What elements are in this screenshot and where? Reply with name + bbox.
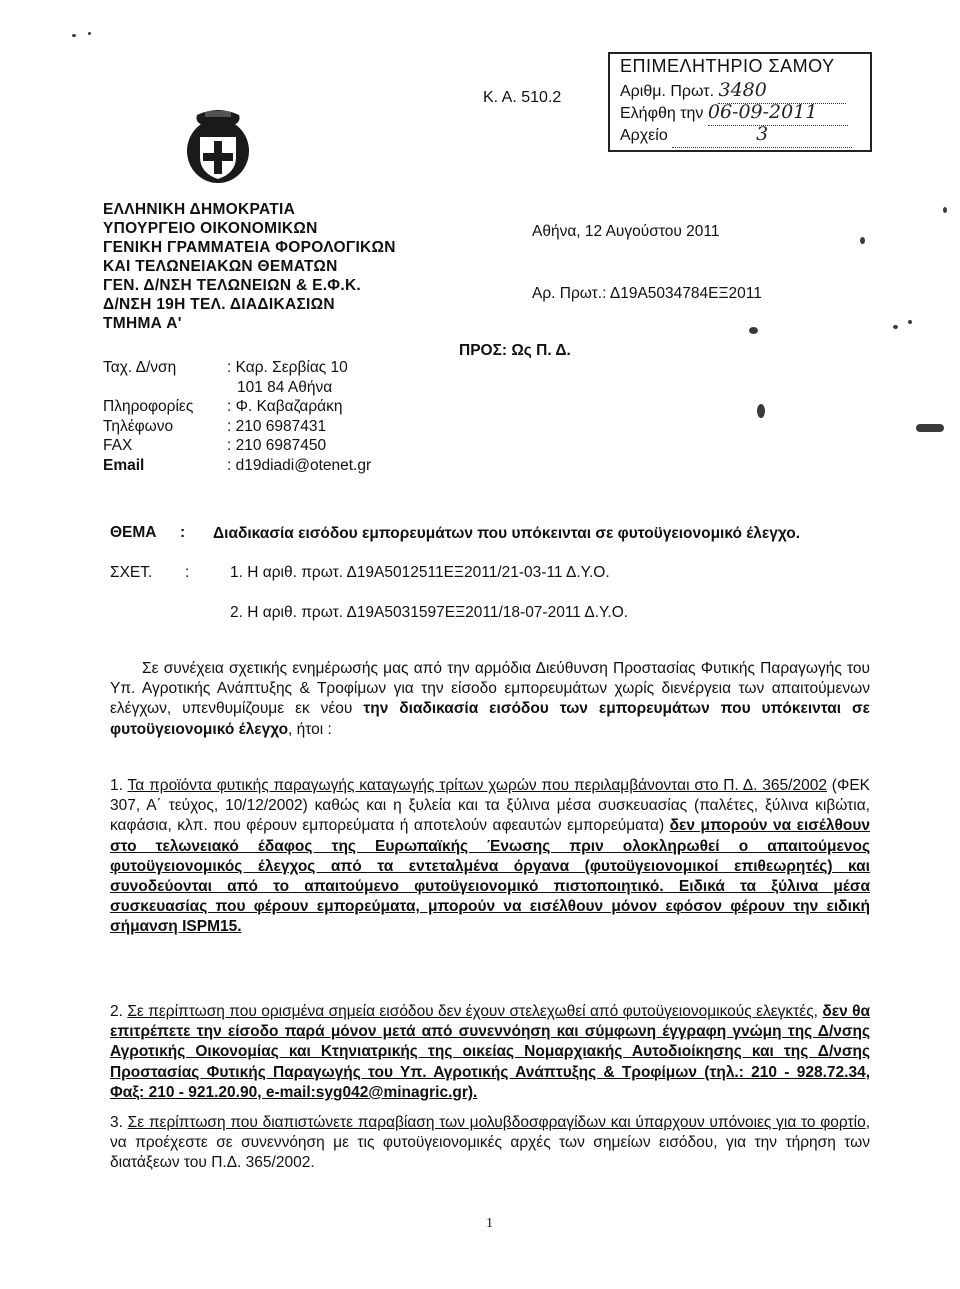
stamp-received-value: 06-09-2011 [707,101,818,123]
protocol-number: Αρ. Πρωτ.: Δ19Α5034784ΕΞ2011 [532,285,762,302]
classification-code: Κ. Α. 510.2 [483,89,562,106]
subject-label: ΘΕΜΑ [110,524,157,541]
sender-block [103,200,396,333]
stamp-protocol-value: 3480 [718,79,767,101]
contact-row: Ταχ. Δ/νση : Καρ. Σερβίας 10 [103,359,348,376]
stamp-received-label: Ελήφθη την [620,105,704,122]
coat-of-arms-icon [183,107,253,185]
stamp-protocol-line [620,79,862,101]
instruction-item-2: 2. Σε περίπτωση που ορισμένα σημεία εισόδου δεν έχουν στελεχωθεί από φυτοϋγειονομικούς ελεγκτές, δεν θα επιτρέπετε την είσοδο παρά μόνον μετά από συνεννόηση και σύμφωνη έγγραφη γνώμη της Δ/νσης Αγροτικής Οικονομίας και Κτηνιατρικής της οικείας Νομαρχιακής Αυτοδιοίκησης και της Δ/νσης Προστασίας Φυτικής Παραγωγής του Υπ. Αγροτικής Ανάπτυξης & Τροφίμων (τηλ.: 210 - 928.72.34, Φαξ: 210 - 921.20.90, e-mail:syg042@minagric.gr). [110,1003,870,1101]
contact-row: FAX : 210 6987450 [103,437,327,454]
contact-row: 101 84 Αθήνα [237,378,333,396]
page-number: 1 [486,1216,493,1231]
references-colon: : [185,564,190,581]
place-date: Αθήνα, 12 Αυγούστου 2011 [532,223,720,240]
sender-line: ΤΜΗΜΑ Α' [103,315,182,332]
stamp-title: ΕΠΙΜΕΛΗΤΗΡΙΟ ΣΑΜΟΥ [620,56,835,76]
reference-2: 2. Η αριθ. πρωτ. Δ19Α5031597ΕΞ2011/18-07-2011 Δ.Υ.Ο. [230,604,629,621]
recipient: ΠΡΟΣ: Ως Π. Δ. [459,342,571,359]
received-stamp [608,52,872,152]
sender-line: ΥΠΟΥΡΓΕΙΟ ΟΙΚΟΝΟΜΙΚΩΝ [103,220,318,237]
stamp-protocol-label: Αριθμ. Πρωτ. [620,83,715,100]
instruction-item-3: 3. Σε περίπτωση που διαπιστώνετε παραβίαση των μολυβδοσφραγίδων και ύπαρχουν υπόνοιες για το φορτίο, να προέχεστε σε συνεννόηση με τις φυτοϋγειονομικές αρχές των σημείων εισόδου, για την τήρηση των διατάξεων του Π.Δ. 365/2002. [110,1114,870,1172]
sender-line: ΓΕΝ. Δ/ΝΣΗ ΤΕΛΩΝΕΙΩΝ & Ε.Φ.Κ. [103,277,362,294]
sender-line: ΚΑΙ ΤΕΛΩΝΕΙΑΚΩΝ ΘΕΜΑΤΩΝ [103,258,338,275]
sender-line: Δ/ΝΣΗ 19Η ΤΕΛ. ΔΙΑΔΙΚΑΣΙΩΝ [103,296,335,313]
reference-1: 1. Η αριθ. πρωτ. Δ19Α5012511ΕΞ2011/21-03-11 Δ.Υ.Ο. [230,564,610,581]
intro-paragraph: Σε συνέχεια σχετικής ενημέρωσής μας από την αρμόδια Διεύθυνση Προστασίας Φυτικής Παραγωγής του Υπ. Αγροτικής Ανάπτυξης & Τροφίμων για την είσοδο εμπορευμάτων χωρίς διενέργεια των απαιτούμενων ελέγχων, υπενθυμίζουμε εκ νέου την διαδικασία εισόδου των εμπορευμάτων που υπόκεινται σε φυτοϋγειονομικό έλεγχο, ήτοι : [110,660,870,738]
contact-row: Πληροφορίες : Φ. Καβαζαράκη [103,398,343,415]
stamp-archive-line [620,123,862,145]
contact-row: Email : d19diadi@otenet.gr [103,456,372,474]
stamp-archive-label: Αρχείο [620,127,668,144]
stamp-received-line [620,101,862,123]
subject-text: Διαδικασία εισόδου εμπορευμάτων που υπόκεινται σε φυτοϋγειονομικό έλεγχο. [213,525,800,542]
contact-row: Τηλέφωνο : 210 6987431 [103,417,327,435]
references-label: ΣΧΕΤ. [110,564,153,581]
subject-colon: : [180,524,186,541]
sender-line: ΕΛΛΗΝΙΚΗ ΔΗΜΟΚΡΑΤΙΑ [103,201,296,218]
stamp-archive-value: 3 [756,123,769,145]
contact-details [103,358,371,475]
sender-line: ΓΕΝΙΚΗ ΓΡΑΜΜΑΤΕΙΑ ΦΟΡΟΛΟΓΙΚΩΝ [103,239,396,256]
instruction-item-1: 1. Τα προϊόντα φυτικής παραγωγής καταγωγής τρίτων χωρών που περιλαμβάνονται στο Π. Δ. 365/2002 (ΦΕΚ 307, Α΄ τεύχος, 10/12/2002) καθώς και η ξυλεία και τα ξύλινα μέσα συσκευασίας (παλέτες, ξύλινα κιβώτια, καφάσια, κλπ. που φέρουν εμπορεύματα ή αποτελούν αφεαυτών εμπορεύματα) δεν μπορούν να εισέλθουν στο τελωνειακό έδαφος της Ευρωπαϊκής Ένωσης πριν ολοκληρωθεί ο απαιτούμενος φυτοϋγειονομικός έλεγχος από τα εντεταλμένα όργανα (φυτοϋγειονομικοί επιθεωρητές) και συνοδεύονται από το απαιτούμενο φυτοϋγειονομικό πιστοποιητικό. Ειδικά τα ξύλινα μέσα συσκευασίας που φέρουν εμπορεύματα, μπορούν να εισέλθουν μόνον εφόσον φέρουν την ειδική σήμανση ISPM15. [110,777,871,936]
